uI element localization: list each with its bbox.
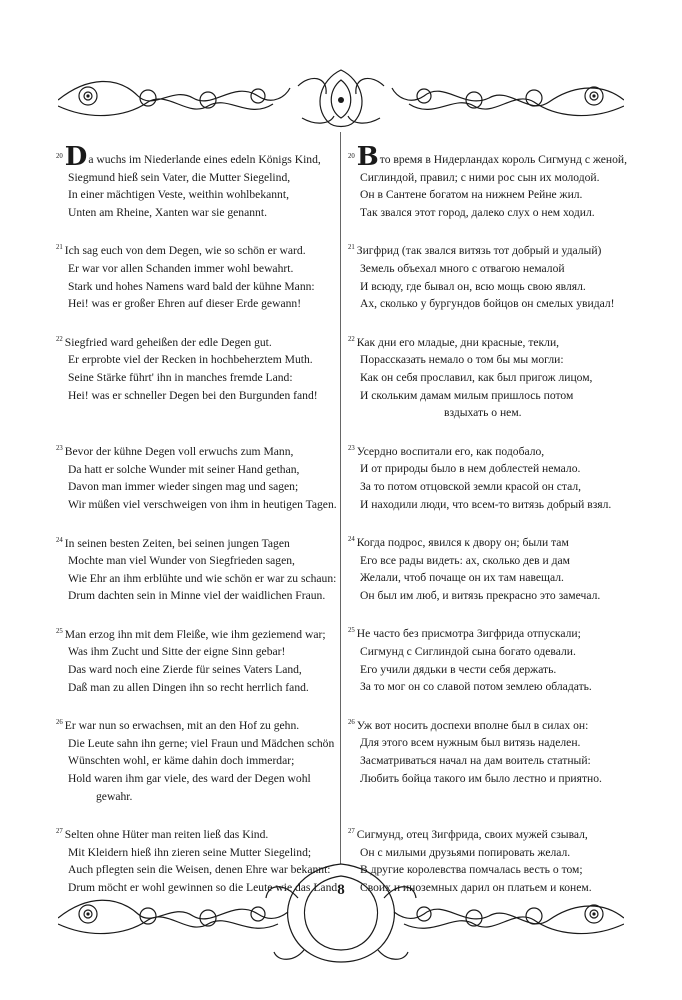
- verse-line: И скольким дамам милым пришлось потом: [360, 388, 574, 402]
- stanza-number: 23: [348, 444, 355, 452]
- stanza: [348, 239, 630, 312]
- verse-line: Er erprobte viel der Recken in hochbeherztem Muth.: [68, 353, 313, 367]
- verse-line: За то мог он со славой потом землею обладать.: [360, 680, 592, 694]
- verse-line: Hold waren ihm gar viele, des ward der Degen wohl: [68, 772, 311, 786]
- verse-line: $^{27}$ Сигмунд, отец Зигфрида, своих мужей сзывал,: [348, 828, 588, 842]
- drop-cap: В: [356, 142, 379, 172]
- column-divider: [340, 132, 341, 864]
- verse-line: Сиглиндой, правил; с ними рос сын их молодой.: [360, 170, 600, 184]
- stanza-number: 20: [348, 153, 355, 160]
- verse-line: И находили люди, что всем-то витязь добрый взял.: [360, 497, 612, 511]
- verse-line: Unten am Rheine, Xanten war sie genannt.: [68, 205, 267, 219]
- verse-line: $^{24}$ In seinen besten Zeiten, bei seinen jungen Tagen: [56, 536, 290, 550]
- stanza-number: 21: [56, 244, 63, 252]
- stanza: [348, 622, 630, 695]
- stanza: [56, 440, 336, 513]
- verse-line: Земель объехал много с отвагою немалой: [360, 261, 565, 275]
- verse-line: Was ihm Zucht und Sitte der eigne Sinn gebar!: [68, 645, 286, 659]
- verse-line: Порассказать немало о том бы мы могли:: [360, 353, 564, 367]
- stanza: [56, 623, 336, 696]
- verse-line: Drum dachten sein in Minne viel der waidlichen Fraun.: [68, 589, 326, 603]
- verse-line: Для этого всем нужным был витязь наделен.: [360, 736, 581, 750]
- verse-line: Любить бойца такого им было лестно и приятно.: [360, 771, 602, 785]
- verse-line: Hei! was er schneller Degen bei den Burgunden fand!: [68, 388, 318, 402]
- drop-cap: D: [64, 142, 88, 172]
- stanza: [56, 239, 336, 312]
- verse-line: $^{21}$ Зигфрид (так звался витязь тот добрый и удалый): [348, 244, 602, 258]
- stanza-number: 27: [348, 828, 355, 836]
- stanza-number: 27: [56, 828, 63, 836]
- verse-line: Siegmund hieß sein Vater, die Mutter Siegelind,: [68, 170, 291, 184]
- verse-line: Daß man zu allen Dingen ihn so recht herrlich fand.: [68, 680, 309, 694]
- verse-line: Ах, сколько у бургундов бойцов он смелых увидал!: [360, 297, 615, 311]
- verse-line: И от природы было в нем доблестей немало.: [360, 462, 581, 476]
- stanza: [348, 142, 630, 221]
- verse-line: $^{24}$ Когда подрос, явился к двору он; были там: [348, 536, 569, 550]
- verse-line: Его все рады видеть: ах, сколько дев и дам: [360, 553, 570, 567]
- verse-line: Wie Ehr an ihm erblühte und wie schön er war zu schaun:: [68, 571, 337, 585]
- stanza-number: 22: [56, 335, 63, 343]
- verse-line: Его учили дядьки в чести себя держать.: [360, 662, 557, 676]
- verse-line: $^{23}$ Bevor der kühne Degen voll erwuchs zum Mann,: [56, 445, 294, 459]
- bottom-ornament: [58, 858, 624, 966]
- verse-line: $^{21}$ Ich sag euch von dem Degen, wie so schön er ward.: [56, 244, 306, 258]
- verse-line: Как он себя прославил, как был пригож лицом,: [360, 370, 593, 384]
- stanza-number: 26: [56, 719, 63, 727]
- verse-line: $^{25}$ Man erzog ihn mit dem Fleiße, wie ihm geziemend war;: [56, 627, 326, 641]
- stanza-number: 25: [56, 627, 63, 635]
- page-number: 8: [337, 882, 345, 898]
- verse-line: вздыхать о нем.: [444, 406, 522, 420]
- verse-line: Stark und hohes Namens ward bald der kühne Mann:: [68, 279, 315, 293]
- verse-line: Wünschten wohl, er käme dahin doch immerdar;: [68, 754, 295, 768]
- stanza-number: 20: [56, 153, 63, 160]
- stanza-number: 24: [56, 536, 63, 544]
- verse-line: И всюду, где бывал он, всю мощь свою являл.: [360, 279, 586, 293]
- verse-line: $^{26}$ Er war nun so erwachsen, mit an den Hof zu gehn.: [56, 719, 300, 733]
- stanza: [56, 532, 336, 605]
- stanza-number: 25: [348, 627, 355, 635]
- verse-line: $^{27}$ Selten ohne Hüter man reiten ließ das Kind.: [56, 828, 269, 842]
- verse-line: $^{22}$ Siegfried ward geheißen der edle Degen gut.: [56, 335, 272, 349]
- verse-line: $^{22}$ Как дни его младые, дни красные, текли,: [348, 335, 560, 349]
- german-column: [56, 142, 341, 897]
- verse-line: Seine Stärke führt' ihn in manches fremde Land:: [68, 370, 293, 384]
- stanza: [348, 331, 630, 422]
- verse-line: $^{25}$ Не часто без присмотра Зигфрида отпускали;: [348, 627, 581, 641]
- verse-line: $^{23}$ Усердно воспитали его, как подобало,: [348, 444, 545, 458]
- verse-line: Он в Сантене богатом на нижнем Рейне жил.: [360, 188, 583, 202]
- verse-line: gewahr.: [96, 789, 133, 803]
- stanza: [56, 714, 336, 805]
- verse-line: Drum möcht er wohl gewinnen so die Leute wie das Land.: [68, 881, 341, 894]
- verse-line: Желали, чтоб почаще он их там навещал.: [360, 571, 564, 585]
- top-ornament: [58, 66, 624, 130]
- stanza: [56, 331, 336, 404]
- verse-line: Mit Kleidern hieß ihn zieren seine Mutter Siegelind;: [68, 845, 312, 859]
- verse-line: Hei! was er großer Ehren auf dieser Erde gewann!: [68, 297, 302, 311]
- russian-column: [348, 144, 630, 897]
- verse-line: $^{20}$Вто время в Нидерландах король Сигмунд с женой,: [348, 142, 627, 172]
- stanza-number: 23: [56, 445, 63, 453]
- stanza-number: 22: [348, 335, 355, 343]
- verse-line: Он был им люб, и витязь прекрасно это замечал.: [360, 588, 601, 602]
- verse-line: Засматриваться начал на дам воитель статный:: [360, 754, 591, 768]
- verse-line: Своих и иноземных дарил он платьем и конем.: [360, 881, 592, 894]
- stanza: [348, 531, 630, 604]
- verse-line: Mochte man viel Wunder von Siegfrieden sagen,: [68, 554, 295, 568]
- stanza: [56, 142, 336, 221]
- verse-line: Das ward noch eine Zierde für seines Vaters Land,: [68, 663, 302, 677]
- verse-line: За то потом отцовской земли красой он стал,: [360, 479, 581, 493]
- verse-line: Сигмунд с Сиглиндой сына богато одевали.: [360, 645, 576, 659]
- verse-line: In einer mächtigen Veste, weithin wohlbekannt,: [68, 188, 289, 202]
- verse-line: Он с милыми друзьями попировать желал.: [360, 845, 571, 859]
- verse-line: $^{26}$ Уж вот носить доспехи вполне был в силах он:: [348, 718, 589, 732]
- verse-line: Er war vor allen Schanden immer wohl bewahrt.: [68, 261, 294, 275]
- verse-line: Так звался этот город, далеко слух о нем ходил.: [360, 205, 595, 219]
- verse-line: Die Leute sahn ihn gerne; viel Fraun und Mädchen schön: [68, 736, 335, 750]
- stanza-number: 21: [348, 244, 355, 252]
- verse-line: В другие королевства помчалась весть о том;: [360, 863, 583, 877]
- stanza: [348, 440, 630, 513]
- verse-line: Wir müßen viel verschweigen von ihm in heutigen Tagen.: [68, 497, 337, 511]
- stanza-number: 26: [348, 718, 355, 726]
- verse-line: $^{20}$Da wuchs im Niederlande eines edeln Königs Kind,: [56, 142, 321, 172]
- verse-line: Auch pflegten sein die Weisen, denen Ehre war bekannt:: [68, 863, 331, 877]
- stanza-number: 24: [348, 536, 355, 544]
- stanza: [348, 714, 630, 787]
- verse-line: Da hatt er solche Wunder mit seiner Hand gethan,: [68, 462, 300, 476]
- verse-line: Davon man immer wieder singen mag und sagen;: [68, 480, 299, 494]
